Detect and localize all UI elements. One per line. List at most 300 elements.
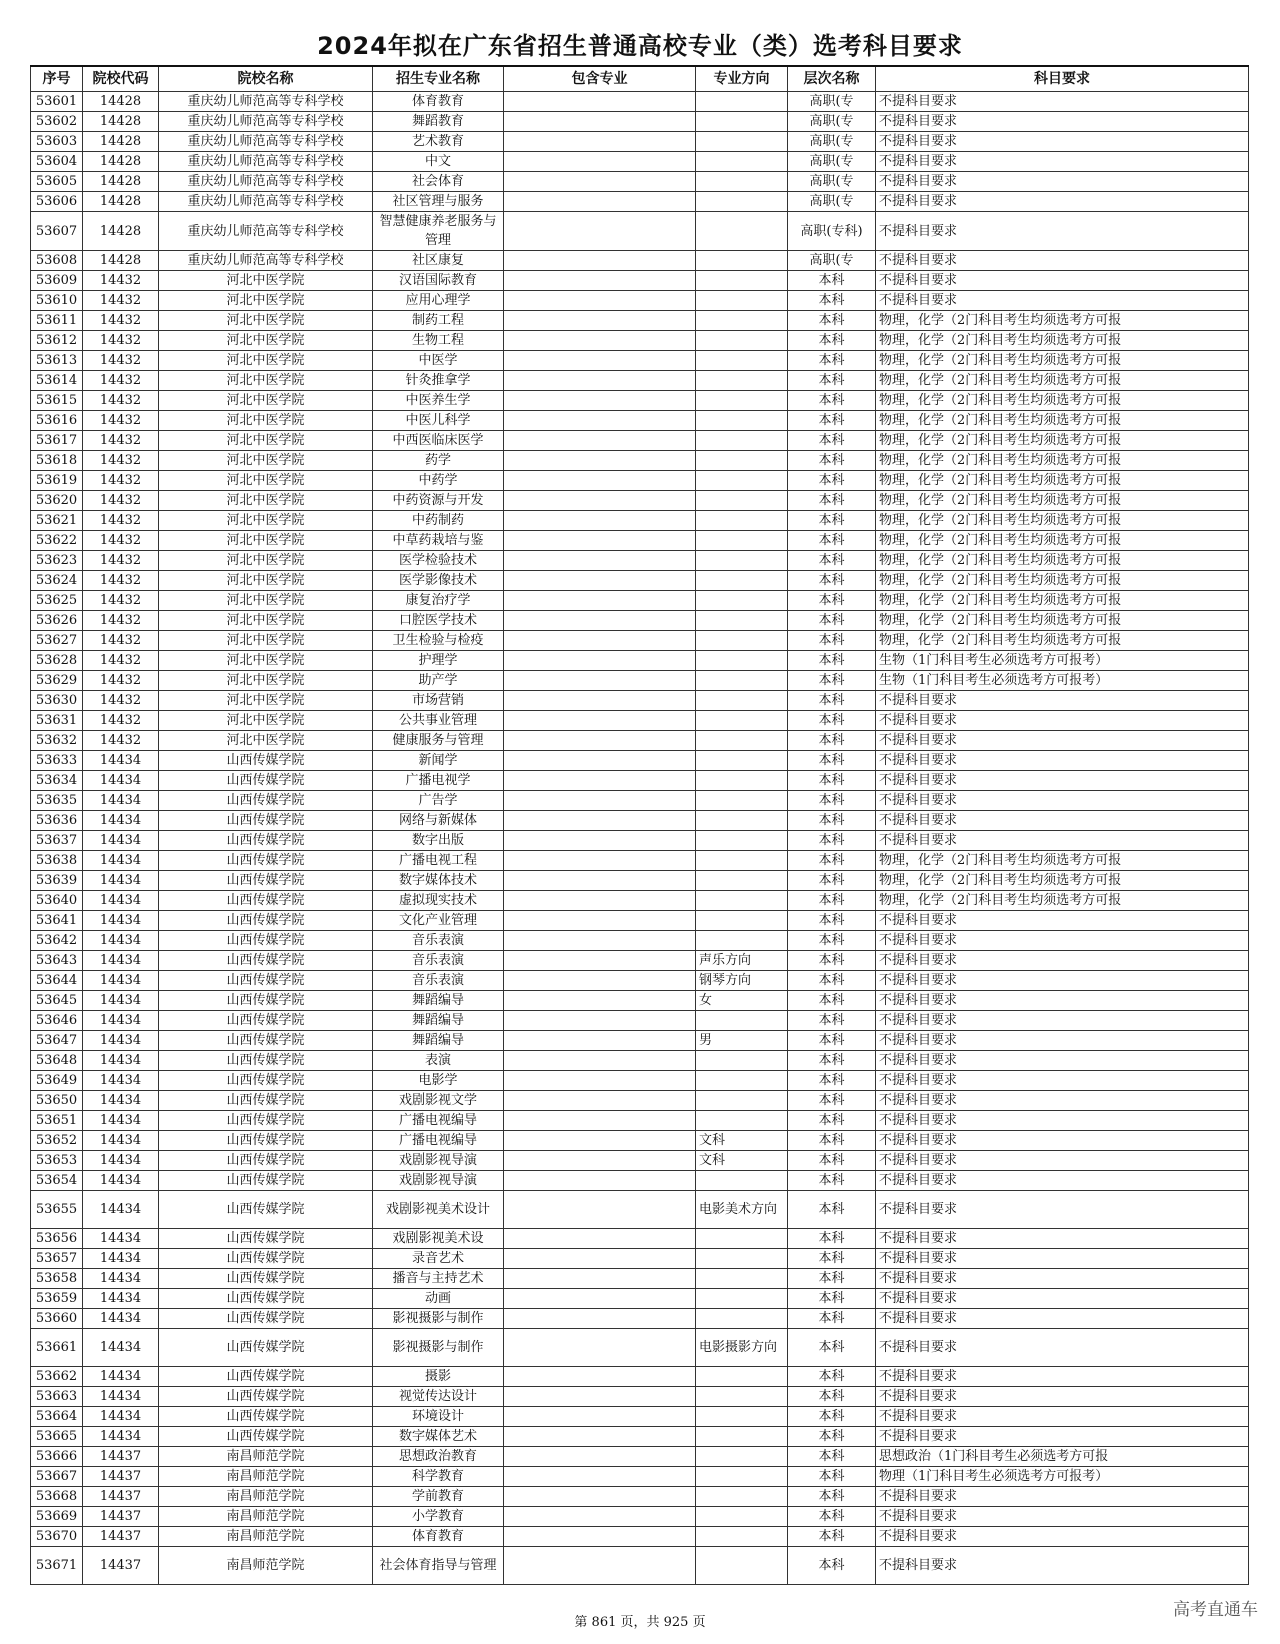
cell-included-majors: [504, 631, 696, 651]
cell-school-name: 重庆幼儿师范高等专科学校: [159, 112, 373, 132]
table-row: [31, 411, 1249, 431]
cell-included-majors: [504, 1329, 696, 1367]
cell-direction: [696, 691, 788, 711]
cell-subject-req: 不提科目要求: [876, 192, 1249, 212]
cell-seq: 53639: [31, 871, 83, 891]
cell-included-majors: [504, 511, 696, 531]
cell-major-name: 戏剧影视文学: [373, 1091, 504, 1111]
table-row: [31, 691, 1249, 711]
cell-direction: [696, 811, 788, 831]
cell-school-name: 山西传媒学院: [159, 1309, 373, 1329]
cell-level: 本科: [788, 1111, 876, 1131]
cell-seq: 53625: [31, 591, 83, 611]
cell-subject-req: 不提科目要求: [876, 112, 1249, 132]
cell-level: 本科: [788, 1289, 876, 1309]
cell-level: 本科: [788, 1249, 876, 1269]
cell-included-majors: [504, 1031, 696, 1051]
cell-direction: [696, 931, 788, 951]
cell-level: 本科: [788, 751, 876, 771]
cell-major-name: 中草药栽培与鉴: [373, 531, 504, 551]
cell-seq: 53642: [31, 931, 83, 951]
cell-school-name: 重庆幼儿师范高等专科学校: [159, 251, 373, 271]
cell-seq: 53648: [31, 1051, 83, 1071]
cell-direction: 男: [696, 1031, 788, 1051]
cell-subject-req: 不提科目要求: [876, 971, 1249, 991]
cell-school-name: 河北中医学院: [159, 651, 373, 671]
cell-major-name: 护理学: [373, 651, 504, 671]
table-row: [31, 331, 1249, 351]
col-header-school-code: 院校代码: [83, 66, 159, 92]
cell-subject-req: 不提科目要求: [876, 911, 1249, 931]
cell-major-name: 思想政治教育: [373, 1447, 504, 1467]
table-row: [31, 1091, 1249, 1111]
cell-included-majors: [504, 1407, 696, 1427]
cell-major-name: 中药学: [373, 471, 504, 491]
cell-direction: [696, 671, 788, 691]
table-row: [31, 351, 1249, 371]
cell-seq: 53653: [31, 1151, 83, 1171]
cell-major-name: 舞蹈编导: [373, 991, 504, 1011]
cell-school-name: 河北中医学院: [159, 491, 373, 511]
cell-direction: [696, 351, 788, 371]
cell-school-code: 14434: [83, 1071, 159, 1091]
cell-direction: [696, 551, 788, 571]
col-header-included-majors: 包含专业: [504, 66, 696, 92]
cell-school-name: 山西传媒学院: [159, 1229, 373, 1249]
cell-subject-req: 不提科目要求: [876, 1191, 1249, 1229]
cell-school-name: 河北中医学院: [159, 511, 373, 531]
cell-school-name: 河北中医学院: [159, 471, 373, 491]
cell-direction: [696, 192, 788, 212]
table-row: [31, 112, 1249, 132]
cell-school-name: 山西传媒学院: [159, 1407, 373, 1427]
cell-school-name: 河北中医学院: [159, 611, 373, 631]
cell-seq: 53612: [31, 331, 83, 351]
cell-school-name: 山西传媒学院: [159, 1387, 373, 1407]
cell-school-code: 14434: [83, 991, 159, 1011]
cell-school-name: 山西传媒学院: [159, 1051, 373, 1071]
cell-direction: [696, 1527, 788, 1547]
cell-school-code: 14432: [83, 311, 159, 331]
cell-seq: 53643: [31, 951, 83, 971]
cell-school-code: 14434: [83, 1309, 159, 1329]
col-header-major-name: 招生专业名称: [373, 66, 504, 92]
cell-school-name: 山西传媒学院: [159, 1091, 373, 1111]
cell-school-code: 14434: [83, 871, 159, 891]
cell-major-name: 社会体育: [373, 172, 504, 192]
cell-seq: 53633: [31, 751, 83, 771]
table-row: [31, 1031, 1249, 1051]
cell-school-code: 14432: [83, 611, 159, 631]
cell-level: 本科: [788, 411, 876, 431]
cell-school-name: 山西传媒学院: [159, 1427, 373, 1447]
cell-major-name: 学前教育: [373, 1487, 504, 1507]
cell-school-name: 山西传媒学院: [159, 771, 373, 791]
cell-seq: 53618: [31, 451, 83, 471]
cell-subject-req: 不提科目要求: [876, 1407, 1249, 1427]
cell-subject-req: 不提科目要求: [876, 152, 1249, 172]
cell-seq: 53614: [31, 371, 83, 391]
cell-subject-req: 不提科目要求: [876, 1527, 1249, 1547]
cell-seq: 53627: [31, 631, 83, 651]
cell-school-code: 14432: [83, 631, 159, 651]
cell-level: 本科: [788, 1507, 876, 1527]
cell-school-code: 14434: [83, 1427, 159, 1447]
cell-included-majors: [504, 192, 696, 212]
cell-subject-req: 物理，化学（2门科目考生均须选考方可报: [876, 431, 1249, 451]
cell-seq: 53661: [31, 1329, 83, 1367]
cell-school-name: 南昌师范学院: [159, 1547, 373, 1585]
cell-subject-req: 不提科目要求: [876, 291, 1249, 311]
cell-included-majors: [504, 1367, 696, 1387]
cell-direction: [696, 831, 788, 851]
cell-school-code: 14432: [83, 331, 159, 351]
cell-school-code: 14432: [83, 451, 159, 471]
cell-included-majors: [504, 1011, 696, 1031]
cell-level: 本科: [788, 1329, 876, 1367]
cell-school-name: 重庆幼儿师范高等专科学校: [159, 192, 373, 212]
cell-school-code: 14434: [83, 911, 159, 931]
cell-direction: 电影摄影方向: [696, 1329, 788, 1367]
cell-major-name: 音乐表演: [373, 951, 504, 971]
cell-included-majors: [504, 691, 696, 711]
cell-school-name: 河北中医学院: [159, 531, 373, 551]
cell-major-name: 体育教育: [373, 1527, 504, 1547]
cell-level: 本科: [788, 1269, 876, 1289]
cell-direction: [696, 711, 788, 731]
cell-level: 高职(专: [788, 112, 876, 132]
cell-school-code: 14432: [83, 671, 159, 691]
cell-level: 高职(专: [788, 132, 876, 152]
cell-subject-req: 不提科目要求: [876, 1329, 1249, 1367]
cell-level: 本科: [788, 311, 876, 331]
cell-direction: [696, 172, 788, 192]
cell-major-name: 口腔医学技术: [373, 611, 504, 631]
cell-school-name: 河北中医学院: [159, 351, 373, 371]
cell-major-name: 社区康复: [373, 251, 504, 271]
cell-level: 本科: [788, 531, 876, 551]
cell-seq: 53613: [31, 351, 83, 371]
cell-subject-req: 物理，化学（2门科目考生均须选考方可报: [876, 871, 1249, 891]
cell-level: 本科: [788, 471, 876, 491]
cell-subject-req: 不提科目要求: [876, 991, 1249, 1011]
table-row: [31, 371, 1249, 391]
cell-school-code: 14437: [83, 1467, 159, 1487]
cell-included-majors: [504, 1289, 696, 1309]
cell-subject-req: 不提科目要求: [876, 1011, 1249, 1031]
cell-school-name: 河北中医学院: [159, 731, 373, 751]
cell-school-name: 河北中医学院: [159, 671, 373, 691]
cell-included-majors: [504, 1507, 696, 1527]
cell-included-majors: [504, 1447, 696, 1467]
cell-direction: 女: [696, 991, 788, 1011]
cell-school-code: 14434: [83, 811, 159, 831]
cell-direction: [696, 471, 788, 491]
cell-level: 本科: [788, 391, 876, 411]
cell-included-majors: [504, 751, 696, 771]
cell-seq: 53669: [31, 1507, 83, 1527]
cell-subject-req: 不提科目要求: [876, 1387, 1249, 1407]
cell-subject-req: 物理（1门科目考生必须选考方可报考）: [876, 1467, 1249, 1487]
cell-school-code: 14428: [83, 152, 159, 172]
cell-subject-req: 不提科目要求: [876, 1131, 1249, 1151]
cell-subject-req: 物理，化学（2门科目考生均须选考方可报: [876, 471, 1249, 491]
cell-level: 本科: [788, 271, 876, 291]
cell-seq: 53660: [31, 1309, 83, 1329]
cell-seq: 53603: [31, 132, 83, 152]
cell-major-name: 智慧健康养老服务与管理: [373, 212, 504, 251]
cell-level: 高职(专: [788, 172, 876, 192]
cell-school-code: 14432: [83, 531, 159, 551]
cell-included-majors: [504, 931, 696, 951]
cell-school-code: 14432: [83, 711, 159, 731]
table-row: [31, 1011, 1249, 1031]
cell-school-name: 山西传媒学院: [159, 1011, 373, 1031]
table-row: [31, 531, 1249, 551]
table-row: [31, 291, 1249, 311]
cell-direction: [696, 1427, 788, 1447]
cell-subject-req: 物理，化学（2门科目考生均须选考方可报: [876, 851, 1249, 871]
cell-school-code: 14434: [83, 1269, 159, 1289]
cell-level: 本科: [788, 851, 876, 871]
cell-major-name: 表演: [373, 1051, 504, 1071]
table-row: [31, 791, 1249, 811]
cell-school-name: 山西传媒学院: [159, 971, 373, 991]
cell-major-name: 数字出版: [373, 831, 504, 851]
cell-direction: [696, 1467, 788, 1487]
cell-school-code: 14437: [83, 1447, 159, 1467]
cell-subject-req: 不提科目要求: [876, 1249, 1249, 1269]
cell-level: 本科: [788, 1547, 876, 1585]
cell-major-name: 康复治疗学: [373, 591, 504, 611]
cell-major-name: 影视摄影与制作: [373, 1309, 504, 1329]
cell-school-name: 河北中医学院: [159, 431, 373, 451]
cell-included-majors: [504, 172, 696, 192]
cell-seq: 53620: [31, 491, 83, 511]
table-row: [31, 491, 1249, 511]
table-row: [31, 711, 1249, 731]
cell-major-name: 戏剧影视导演: [373, 1171, 504, 1191]
cell-subject-req: 不提科目要求: [876, 1091, 1249, 1111]
table-row: [31, 1151, 1249, 1171]
table-row: [31, 391, 1249, 411]
col-header-direction: 专业方向: [696, 66, 788, 92]
cell-school-name: 山西传媒学院: [159, 871, 373, 891]
cell-level: 本科: [788, 431, 876, 451]
cell-school-name: 山西传媒学院: [159, 1111, 373, 1131]
cell-major-name: 戏剧影视美术设计: [373, 1191, 504, 1229]
cell-direction: [696, 491, 788, 511]
cell-seq: 53635: [31, 791, 83, 811]
cell-school-name: 河北中医学院: [159, 331, 373, 351]
cell-major-name: 制药工程: [373, 311, 504, 331]
cell-direction: [696, 1407, 788, 1427]
cell-school-code: 14434: [83, 1407, 159, 1427]
cell-direction: [696, 1111, 788, 1131]
cell-subject-req: 物理，化学（2门科目考生均须选考方可报: [876, 891, 1249, 911]
cell-major-name: 电影学: [373, 1071, 504, 1091]
cell-seq: 53623: [31, 551, 83, 571]
cell-major-name: 社区管理与服务: [373, 192, 504, 212]
cell-included-majors: [504, 771, 696, 791]
cell-direction: [696, 391, 788, 411]
cell-included-majors: [504, 251, 696, 271]
cell-included-majors: [504, 311, 696, 331]
cell-school-code: 14434: [83, 1111, 159, 1131]
cell-included-majors: [504, 1051, 696, 1071]
cell-seq: 53658: [31, 1269, 83, 1289]
cell-included-majors: [504, 891, 696, 911]
table-row: [31, 991, 1249, 1011]
cell-school-code: 14432: [83, 731, 159, 751]
cell-school-code: 14434: [83, 771, 159, 791]
cell-included-majors: [504, 1467, 696, 1487]
cell-subject-req: 不提科目要求: [876, 751, 1249, 771]
cell-included-majors: [504, 1171, 696, 1191]
cell-major-name: 中西医临床医学: [373, 431, 504, 451]
cell-included-majors: [504, 811, 696, 831]
cell-school-name: 南昌师范学院: [159, 1527, 373, 1547]
cell-school-code: 14432: [83, 271, 159, 291]
cell-major-name: 网络与新媒体: [373, 811, 504, 831]
cell-direction: [696, 271, 788, 291]
cell-included-majors: [504, 112, 696, 132]
cell-included-majors: [504, 1191, 696, 1229]
cell-seq: 53670: [31, 1527, 83, 1547]
cell-included-majors: [504, 951, 696, 971]
cell-seq: 53666: [31, 1447, 83, 1467]
cell-seq: 53664: [31, 1407, 83, 1427]
cell-included-majors: [504, 331, 696, 351]
cell-direction: [696, 851, 788, 871]
table-row: [31, 671, 1249, 691]
cell-major-name: 音乐表演: [373, 931, 504, 951]
subject-requirements-table: [30, 65, 1249, 1585]
cell-seq: 53646: [31, 1011, 83, 1031]
cell-direction: 钢琴方向: [696, 971, 788, 991]
cell-school-name: 南昌师范学院: [159, 1447, 373, 1467]
cell-major-name: 助产学: [373, 671, 504, 691]
cell-direction: [696, 1309, 788, 1329]
cell-school-code: 14434: [83, 751, 159, 771]
cell-direction: 文科: [696, 1131, 788, 1151]
table-row: [31, 431, 1249, 451]
cell-direction: [696, 1367, 788, 1387]
cell-school-code: 14434: [83, 1011, 159, 1031]
cell-seq: 53630: [31, 691, 83, 711]
cell-level: 本科: [788, 1191, 876, 1229]
cell-direction: [696, 871, 788, 891]
cell-level: 高职(专: [788, 152, 876, 172]
cell-direction: [696, 1071, 788, 1091]
table-row: [31, 451, 1249, 471]
cell-level: 本科: [788, 291, 876, 311]
cell-seq: 53654: [31, 1171, 83, 1191]
cell-school-name: 重庆幼儿师范高等专科学校: [159, 212, 373, 251]
cell-direction: [696, 212, 788, 251]
cell-major-name: 音乐表演: [373, 971, 504, 991]
cell-seq: 53667: [31, 1467, 83, 1487]
cell-seq: 53645: [31, 991, 83, 1011]
cell-direction: [696, 152, 788, 172]
cell-included-majors: [504, 212, 696, 251]
table-row: [31, 172, 1249, 192]
cell-included-majors: [504, 491, 696, 511]
cell-subject-req: 物理，化学（2门科目考生均须选考方可报: [876, 531, 1249, 551]
cell-level: 本科: [788, 371, 876, 391]
cell-major-name: 舞蹈教育: [373, 112, 504, 132]
cell-subject-req: 不提科目要求: [876, 1031, 1249, 1051]
cell-subject-req: 不提科目要求: [876, 831, 1249, 851]
cell-level: 本科: [788, 331, 876, 351]
cell-level: 本科: [788, 871, 876, 891]
cell-seq: 53665: [31, 1427, 83, 1447]
cell-level: 本科: [788, 991, 876, 1011]
cell-school-name: 南昌师范学院: [159, 1487, 373, 1507]
cell-school-name: 山西传媒学院: [159, 1249, 373, 1269]
cell-subject-req: 不提科目要求: [876, 1051, 1249, 1071]
cell-school-code: 14428: [83, 92, 159, 112]
cell-school-code: 14434: [83, 831, 159, 851]
cell-subject-req: 物理，化学（2门科目考生均须选考方可报: [876, 511, 1249, 531]
cell-level: 本科: [788, 1131, 876, 1151]
cell-subject-req: 不提科目要求: [876, 251, 1249, 271]
cell-included-majors: [504, 291, 696, 311]
cell-subject-req: 不提科目要求: [876, 711, 1249, 731]
cell-school-name: 山西传媒学院: [159, 1131, 373, 1151]
cell-seq: 53615: [31, 391, 83, 411]
cell-school-code: 14434: [83, 1329, 159, 1367]
cell-school-code: 14432: [83, 351, 159, 371]
cell-seq: 53621: [31, 511, 83, 531]
cell-school-code: 14434: [83, 851, 159, 871]
cell-level: 本科: [788, 1229, 876, 1249]
cell-school-code: 14437: [83, 1507, 159, 1527]
cell-included-majors: [504, 132, 696, 152]
cell-level: 本科: [788, 911, 876, 931]
cell-school-name: 山西传媒学院: [159, 1031, 373, 1051]
cell-subject-req: 物理，化学（2门科目考生均须选考方可报: [876, 631, 1249, 651]
table-row: [31, 1427, 1249, 1447]
table-row: [31, 1071, 1249, 1091]
cell-level: 本科: [788, 691, 876, 711]
cell-major-name: 新闻学: [373, 751, 504, 771]
table-row: [31, 1269, 1249, 1289]
cell-subject-req: 不提科目要求: [876, 212, 1249, 251]
cell-included-majors: [504, 991, 696, 1011]
cell-level: 本科: [788, 1387, 876, 1407]
cell-major-name: 针灸推拿学: [373, 371, 504, 391]
cell-level: 本科: [788, 631, 876, 651]
cell-school-name: 河北中医学院: [159, 371, 373, 391]
cell-school-name: 重庆幼儿师范高等专科学校: [159, 152, 373, 172]
table-row: [31, 571, 1249, 591]
cell-seq: 53617: [31, 431, 83, 451]
cell-seq: 53629: [31, 671, 83, 691]
cell-subject-req: 思想政治（1门科目考生必须选考方可报: [876, 1447, 1249, 1467]
table-row: [31, 1527, 1249, 1547]
cell-school-code: 14437: [83, 1547, 159, 1585]
cell-level: 本科: [788, 951, 876, 971]
cell-school-code: 14428: [83, 251, 159, 271]
table-row: [31, 1249, 1249, 1269]
cell-school-name: 河北中医学院: [159, 311, 373, 331]
cell-school-name: 重庆幼儿师范高等专科学校: [159, 172, 373, 192]
cell-subject-req: 物理，化学（2门科目考生均须选考方可报: [876, 311, 1249, 331]
cell-school-code: 14432: [83, 431, 159, 451]
cell-school-name: 山西传媒学院: [159, 1071, 373, 1091]
cell-major-name: 动画: [373, 1289, 504, 1309]
